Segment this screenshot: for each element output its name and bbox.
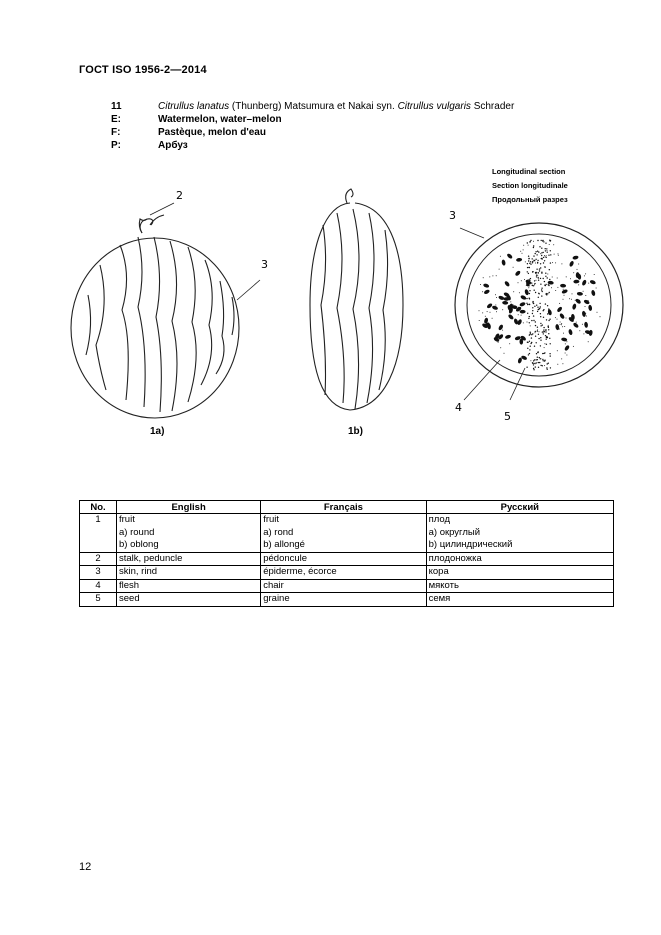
section-label-group — [492, 165, 568, 207]
cell-english: seed — [117, 593, 261, 607]
row-number: 2 — [80, 552, 117, 566]
cell-english — [117, 514, 261, 553]
table-row — [80, 514, 614, 553]
oblong-watermelon-drawing — [295, 185, 415, 420]
term-line: плод — [428, 514, 451, 525]
table-header-row — [80, 501, 614, 514]
term-line: fruit — [119, 514, 135, 525]
cell-russian: кора — [426, 566, 613, 580]
round-watermelon-drawing — [70, 185, 290, 420]
name-value: Pastèque, melon d'eau — [158, 127, 266, 138]
column-header-french: Français — [261, 501, 426, 514]
lang-key: P: — [111, 140, 121, 151]
latin-species: Citrullus lanatus — [158, 101, 230, 112]
column-header-no: No. — [80, 501, 117, 514]
cell-russian: мякоть — [426, 579, 613, 593]
column-header-russian: Русский — [426, 501, 613, 514]
term-line: a) round — [119, 526, 155, 538]
section-label-fr: Section longitudinale — [492, 181, 568, 190]
entry-number: 11 — [111, 101, 122, 112]
cell-russian — [426, 514, 613, 553]
row-number: 1 — [80, 514, 117, 553]
terms-table — [79, 500, 614, 607]
term-line: b) oblong — [119, 539, 159, 550]
name-value: Watermelon, water–melon — [158, 114, 282, 125]
caption-oblong: 1b) — [348, 426, 363, 437]
term-line: fruit — [263, 514, 280, 525]
row-number: 4 — [80, 579, 117, 593]
section-drawing — [440, 210, 630, 410]
callout-flesh: 4 — [455, 401, 462, 414]
cell-russian: семя — [426, 593, 613, 607]
section-label-en: Longitudinal section — [492, 167, 566, 176]
page-number: 12 — [79, 861, 92, 873]
cell-english: stalk, peduncle — [117, 552, 261, 566]
term-line: a) rond — [263, 526, 294, 538]
synonym-author: Schrader — [470, 101, 515, 112]
callout-seed: 5 — [504, 410, 511, 423]
name-value: Арбуз — [158, 140, 188, 151]
table-row — [80, 566, 614, 580]
cell-french: épiderme, écorce — [261, 566, 426, 580]
callout-rind-section: 3 — [449, 209, 456, 222]
cell-french — [261, 514, 426, 553]
caption-round: 1a) — [150, 426, 165, 437]
row-number: 5 — [80, 593, 117, 607]
row-number: 3 — [80, 566, 117, 580]
cell-english: skin, rind — [117, 566, 261, 580]
latin-authors: (Thunberg) Matsumura et Nakai syn. — [229, 101, 398, 112]
column-header-english: English — [117, 501, 261, 514]
callout-stalk: 2 — [176, 189, 183, 202]
cell-french: pédoncule — [261, 552, 426, 566]
lang-key: E: — [111, 114, 121, 125]
document-header: ГОСТ ISO 1956-2—2014 — [79, 64, 207, 76]
section-label-ru: Продольный разрез — [492, 195, 568, 204]
table-row — [80, 593, 614, 607]
lang-key: F: — [111, 127, 121, 138]
cell-french: graine — [261, 593, 426, 607]
term-line: а) округлый — [428, 526, 480, 538]
table-row — [80, 579, 614, 593]
table-row — [80, 552, 614, 566]
cell-english: flesh — [117, 579, 261, 593]
latin-synonym: Citrullus vulgaris — [397, 101, 471, 112]
term-line: b) allongé — [263, 539, 305, 550]
cell-french: chair — [261, 579, 426, 593]
callout-rind: 3 — [261, 258, 268, 271]
latin-name — [158, 100, 514, 113]
term-line: b) цилиндрический — [428, 539, 513, 550]
cell-russian: плодоножка — [426, 552, 613, 566]
